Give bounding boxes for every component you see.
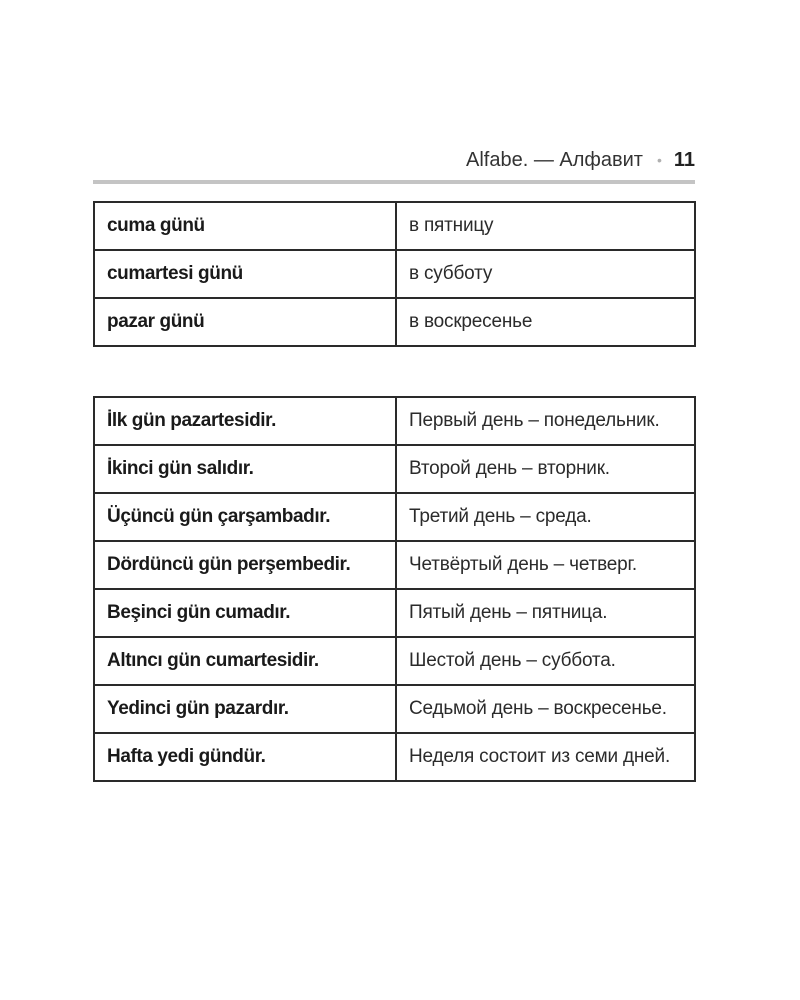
table-row <box>94 733 695 781</box>
turkish-cell: İlk gün pazartesidir. <box>94 397 396 445</box>
turkish-cell: cumartesi günü <box>94 250 396 298</box>
turkish-cell: cuma günü <box>94 202 396 250</box>
table-row <box>94 685 695 733</box>
russian-cell: Неделя состоит из семи дней. <box>396 733 695 781</box>
table-row <box>94 298 695 346</box>
table-row <box>94 637 695 685</box>
header-title: Alfabe. — Алфавит <box>466 148 643 171</box>
table-row <box>94 445 695 493</box>
page-number: 11 <box>673 148 695 171</box>
russian-cell: в воскресенье <box>396 298 695 346</box>
turkish-cell: Hafta yedi gündür. <box>94 733 396 781</box>
russian-cell: Седьмой день – воскресенье. <box>396 685 695 733</box>
turkish-cell: pazar günü <box>94 298 396 346</box>
russian-cell: в пятницу <box>396 202 695 250</box>
russian-cell: в субботу <box>396 250 695 298</box>
table-row <box>94 493 695 541</box>
vocabulary-table-days <box>93 201 696 347</box>
russian-cell: Шестой день – суббота. <box>396 637 695 685</box>
bullet-separator: • <box>656 152 662 168</box>
turkish-cell: İkinci gün salıdır. <box>94 445 396 493</box>
table-row <box>94 541 695 589</box>
russian-cell: Пятый день – пятница. <box>396 589 695 637</box>
table-row <box>94 202 695 250</box>
table-row <box>94 589 695 637</box>
russian-cell: Второй день – вторник. <box>396 445 695 493</box>
vocabulary-table-sentences <box>93 396 696 782</box>
turkish-cell: Üçüncü gün çarşambadır. <box>94 493 396 541</box>
turkish-cell: Dördüncü gün perşembedir. <box>94 541 396 589</box>
turkish-cell: Altıncı gün cumartesidir. <box>94 637 396 685</box>
table-row <box>94 250 695 298</box>
turkish-cell: Beşinci gün cumadır. <box>94 589 396 637</box>
table-row <box>94 397 695 445</box>
header-rule <box>93 180 695 184</box>
running-header <box>93 144 695 176</box>
turkish-cell: Yedinci gün pazardır. <box>94 685 396 733</box>
russian-cell: Третий день – среда. <box>396 493 695 541</box>
russian-cell: Первый день – понедельник. <box>396 397 695 445</box>
russian-cell: Четвёртый день – четверг. <box>396 541 695 589</box>
